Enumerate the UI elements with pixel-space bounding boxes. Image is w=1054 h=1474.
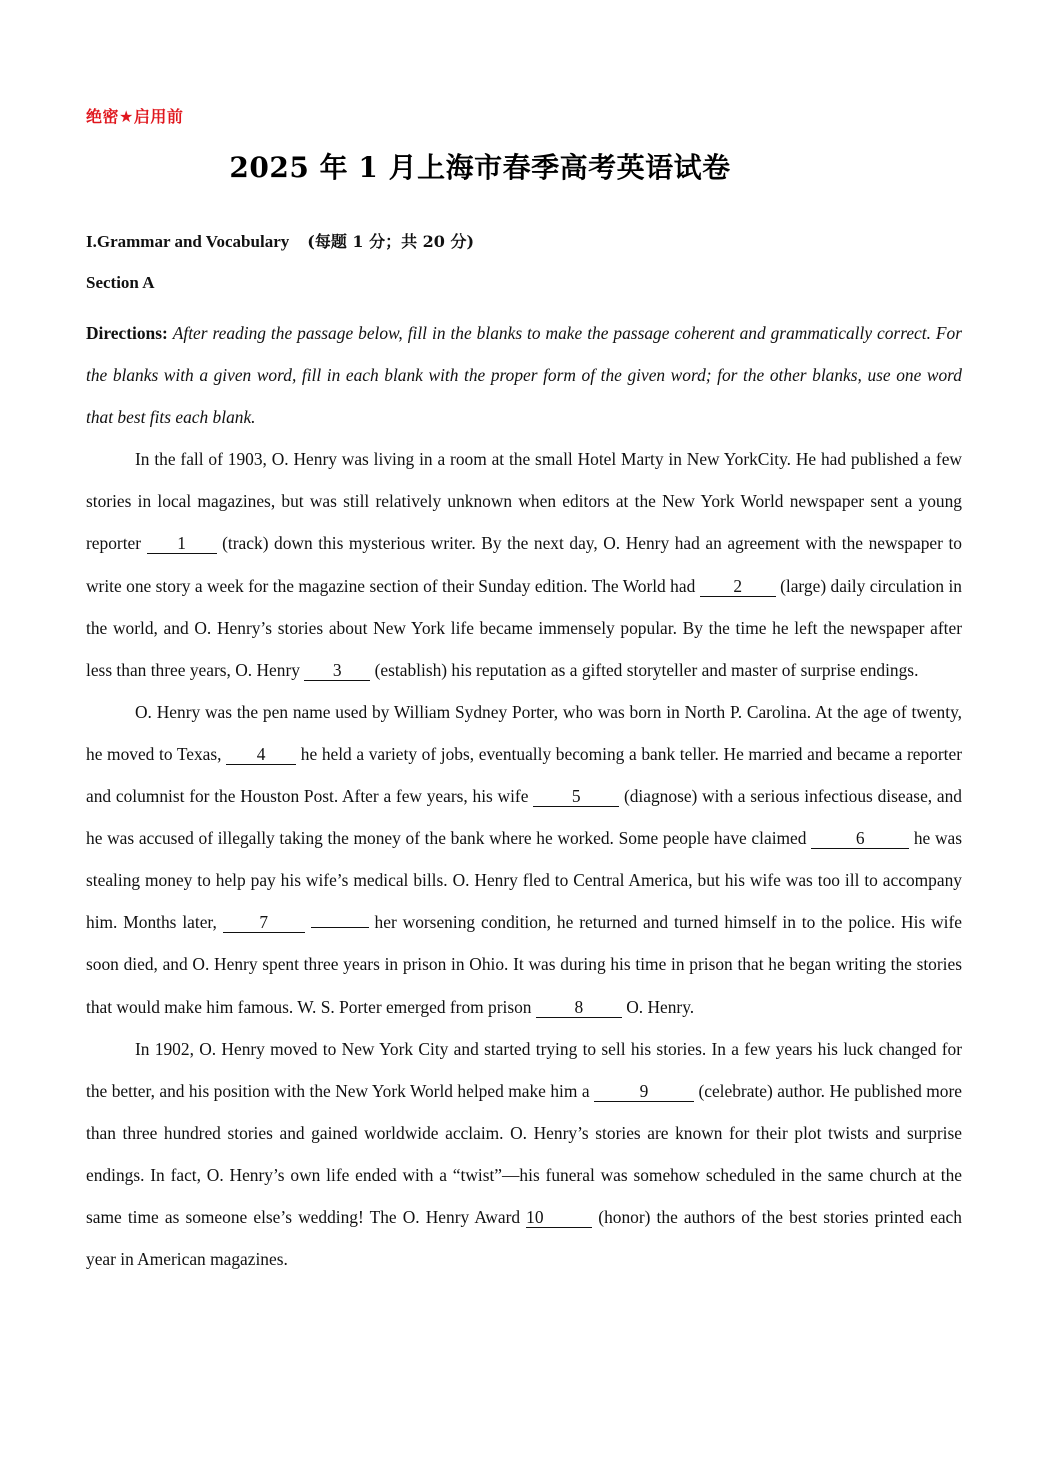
passage-text: O. Henry was the pen name used by William Sydney Porter, who was born in North P. Carolina. At the age of twenty, he moved to Texas, [86, 701, 962, 764]
blank-5: 5 [533, 786, 619, 807]
passage-text: he was stealing money to help pay his wife’s medical bills. O. Henry fled to Central America, but his wife was too ill to accompany him. Months later, [86, 828, 963, 933]
directions-text: After reading the passage below, fill in the blanks to make the passage coherent and grammatically correct. For the blanks with a given word, fill in each blank with the proper form of the given word; for the other blanks, use one word that best fits each blank. [86, 323, 962, 428]
passage-text: In 1902, O. Henry moved to New York City and started trying to sell his stories. In a few years his luck changed for the better, and his position with the New York World helped make him a [86, 1038, 962, 1101]
blank-1: 1 [147, 533, 217, 554]
blank-4: 4 [226, 744, 296, 765]
blank-2: 2 [700, 576, 776, 597]
passage-text: In the fall of 1903, O. Henry was living in a room at the small Hotel Marty in New YorkCity. He had published a few stories in local magazines, but was still relatively unknown when editors at the New York World newspaper sent a young reporter [86, 449, 962, 554]
blank-9: 9 [594, 1081, 694, 1102]
passage-text: (celebrate) author. He published more than three hundred stories and gained worldwide acclaim. O. Henry’s stories are known for their plot twists and surprise endings. In fact, O. Henry’s own life ended with a “twist”—his funeral was somehow scheduled in the same church at the same time as someone else’s wedding! The O. Henry Award [86, 1080, 962, 1227]
score-note: (每题 1 分；共 20 分) [307, 232, 475, 251]
passage-text: (honor) the authors of the best stories printed each year in American magazines. [86, 1206, 962, 1270]
passage-text: her worsening condition, he returned and turned himself in to the police. His wife soon died, and O. Henry spent three years in prison in Ohio. It was during his time in prison that he began writing the stories that would make him famous. W. S. Porter emerged from prison [86, 912, 963, 1017]
blank-3: 3 [304, 660, 370, 681]
passage-text: (large) daily circulation in the world, and O. Henry’s stories about New York life became immensely popular. By the time he left the newspaper after less than three years, O. Henry [86, 575, 962, 680]
blank-6: 6 [811, 828, 909, 849]
passage-text: (diagnose) with a serious infectious disease, and he was accused of illegally taking the money of the bank where he worked. Some people have claimed [86, 786, 962, 849]
passage-body [86, 312, 962, 1280]
blank-7-second [311, 927, 369, 928]
passage-text: (establish) his reputation as a gifted storyteller and master of surprise endings. [370, 659, 919, 680]
paragraph-3 [86, 1028, 962, 1281]
section-heading: Section A [86, 273, 155, 292]
confidential-label: 绝密★启用前 [86, 107, 184, 126]
paragraph-1 [86, 438, 962, 691]
directions-label: Directions: [86, 323, 168, 343]
part-heading [86, 229, 474, 252]
page-title: 2025 年 1 月上海市春季高考英语试卷 [229, 151, 731, 184]
paragraph-2 [86, 691, 962, 1028]
passage-text: he held a variety of jobs, eventually becoming a bank teller. He married and became a reporter and columnist for the Houston Post. After a few years, his wife [86, 743, 962, 807]
part-title: I.Grammar and Vocabulary [86, 232, 290, 251]
directions [86, 312, 962, 438]
blank-8: 8 [536, 997, 622, 1018]
blank-7: 7 [223, 912, 305, 933]
passage-text: (track) down this mysterious writer. By the next day, O. Henry had an agreement with the newspaper to write one story a week for the magazine section of their Sunday edition. The World had [86, 533, 963, 596]
blank-10: 10 [526, 1207, 592, 1228]
passage-text: O. Henry. [621, 996, 695, 1017]
